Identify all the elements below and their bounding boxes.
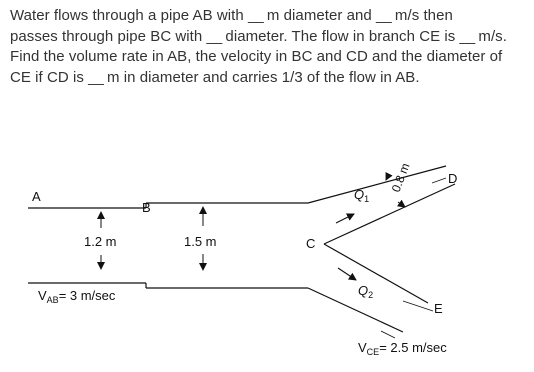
line4-text-a: CE if CD is [10, 68, 89, 86]
velocity-ce-label [358, 340, 447, 357]
branch-ce-outer-wall [308, 288, 403, 332]
velocity-ce-value: = 2.5 m/sec [379, 340, 447, 355]
flow-q2-symbol: Q [358, 283, 369, 298]
velocity-ce-subscript: CE [366, 347, 380, 357]
velocity-ab-symbol: V [38, 288, 47, 303]
line4-text-b: m in diameter and carries 1/3 of the flow in AB. [102, 68, 420, 86]
velocity-ab-value: = 3 m/sec [58, 288, 116, 303]
velocity-ab-label [38, 288, 116, 305]
line1-text-b: m diameter and [262, 7, 377, 24]
leader-e [403, 301, 433, 311]
velocity-ce-symbol: V [358, 340, 367, 355]
blank-bc-diameter: __ [206, 27, 222, 45]
leader-d [432, 178, 446, 183]
flow-q1-subscript: 1 [364, 194, 370, 204]
line2-text-a: passes through pipe BC with [10, 27, 207, 45]
point-e-label: E [434, 301, 443, 316]
flow-q1-arrow [336, 214, 354, 223]
leader-vce [381, 331, 395, 338]
diameter-cd-label: 0.8 m [388, 161, 413, 195]
diameter-ab-label: 1.2 m [84, 234, 117, 249]
blank-ce-velocity: __ [459, 27, 475, 45]
point-b-label: B [142, 200, 151, 215]
diameter-bc-label: 1.5 m [184, 234, 217, 249]
blank-ab-velocity: __ [376, 7, 391, 24]
dimension-cd-upper-arrow [386, 178, 387, 180]
line1-text-c: m/s then [390, 7, 453, 24]
line2-text-b: diameter. The flow in branch CE is [221, 27, 460, 45]
line2-text-c: m/s. [474, 27, 507, 45]
blank-ab-diameter: __ [247, 7, 263, 24]
point-d-label: D [448, 171, 458, 186]
flow-q2-label [358, 283, 373, 300]
flow-q2-subscript: 2 [368, 290, 374, 300]
point-c-label: C [306, 236, 316, 251]
velocity-ab-subscript: AB [46, 295, 59, 305]
problem-line-3: Find the volume rate in AB, the velocity in BC and CD and the diameter of [10, 48, 503, 65]
point-a-label: A [32, 189, 41, 204]
flow-q1-label [354, 187, 369, 204]
branch-ce-inner-wall [324, 244, 428, 303]
blank-cd-diameter: __ [88, 68, 103, 86]
flow-q1-symbol: Q [354, 187, 365, 202]
dimension-cd-lower-arrow [398, 202, 405, 207]
flow-q2-arrow [338, 268, 356, 280]
line1-text-a: Water flows through a pipe AB with [10, 7, 248, 24]
